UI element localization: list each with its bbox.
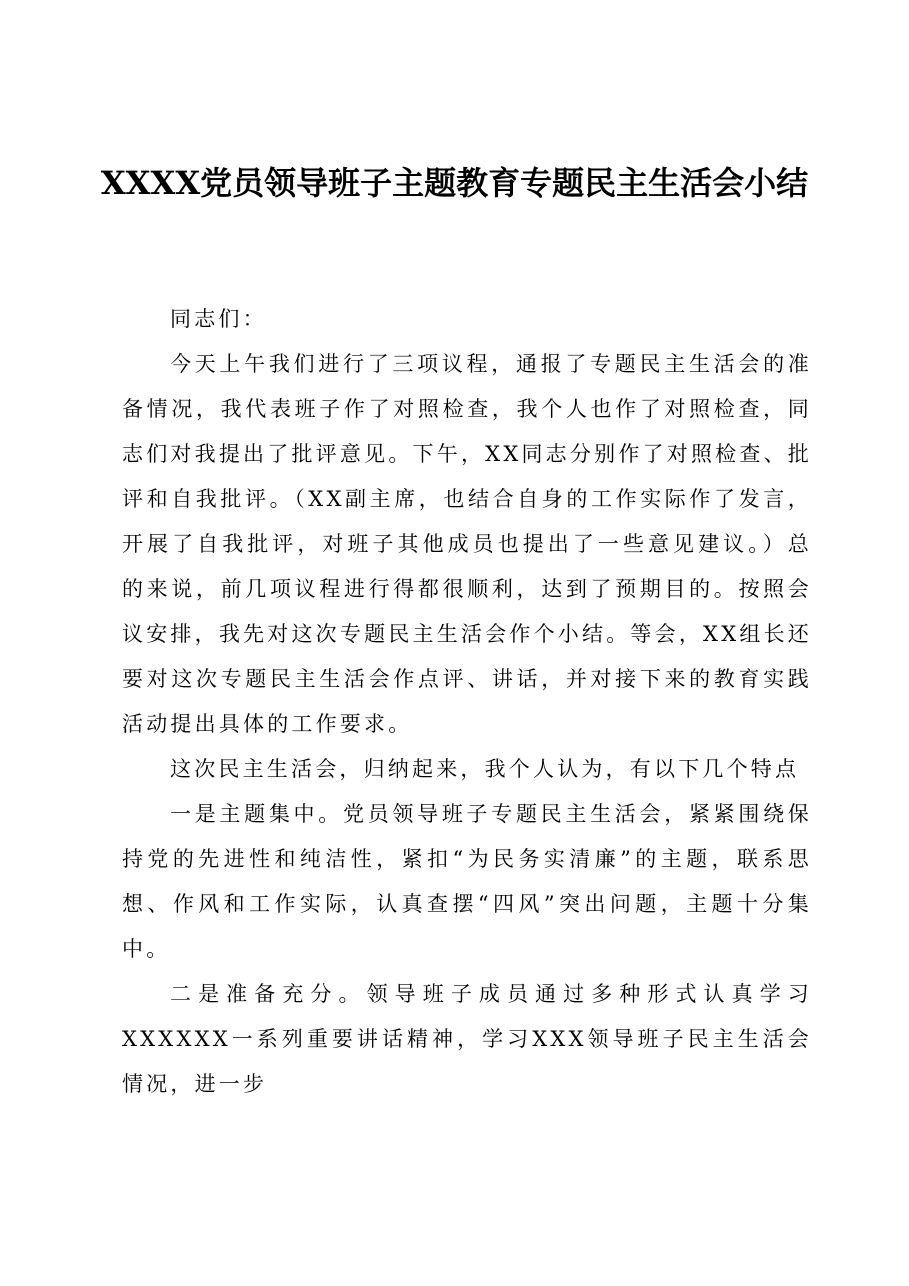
feature-one-paragraph: 一是主题集中。党员领导班子专题民主生活会，紧紧围绕保持党的先进性和纯洁性，紧扣“为民务实清廉”的主题，联系思想、作风和工作实际，认真查摆“四风”突出问题，主题十分集中。 — [122, 802, 812, 961]
document-body — [122, 297, 812, 1107]
intro-paragraph: 今天上午我们进行了三项议程，通报了专题民主生活会的准备情况，我代表班子作了对照检查，我个人也作了对照检查，同志们对我提出了批评意见。下午，XX同志分别作了对照检查、批评和自我批评。（XX副主席，也结合自身的工作实际作了发言，开展了自我批评，对班子其他成员也提出了一些意见建议。）总的来说，前几项议程进行得都很顺利，达到了预期目的。按照会议安排，我先对这次专题民主生活会作个小结。等会，XX组长还要对这次专题民主生活会作点评、讲话，并对接下来的教育实践活动提出具体的工作要求。 — [122, 352, 812, 736]
features-lead-paragraph: 这次民主生活会，归纳起来，我个人认为，有以下几个特点 — [170, 757, 800, 781]
feature-two-paragraph: 二是准备充分。领导班子成员通过多种形式认真学习XXXXXX一系列重要讲话精神，学习XXX领导班子民主生活会情况，进一步 — [122, 982, 812, 1096]
salutation-paragraph: 同志们： — [170, 307, 267, 331]
document-title: XXXX党员领导班子主题教育专题民主生活会小结 — [100, 164, 809, 202]
